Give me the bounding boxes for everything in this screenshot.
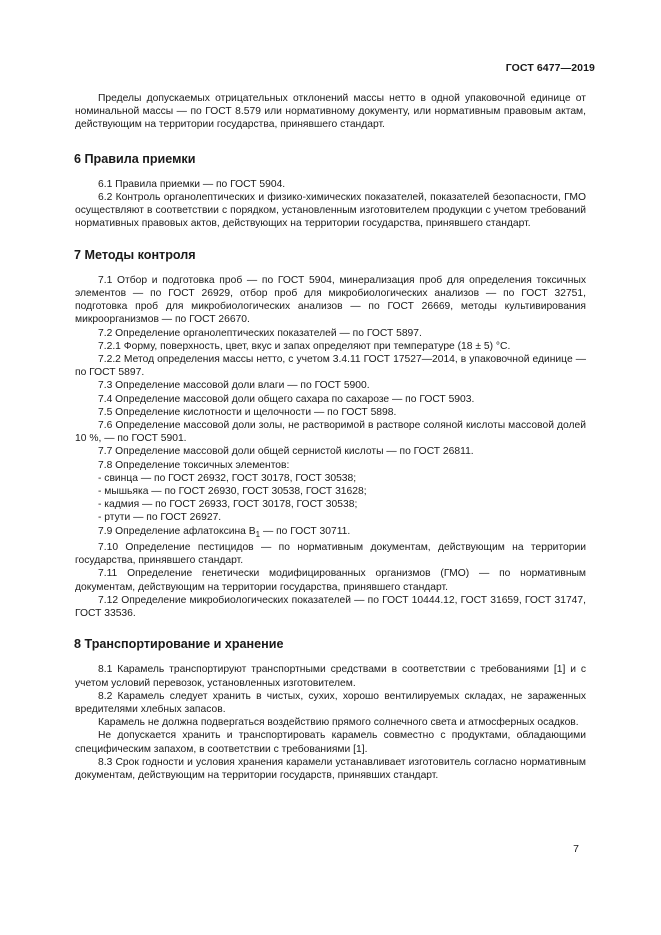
list-item-lead: - свинца — по ГОСТ 26932, ГОСТ 30178, ГОСТ 30538; — [98, 472, 357, 484]
section-8-heading: 8 Транспортирование и хранение — [74, 637, 284, 652]
intro-paragraph: Пределы допускаемых отрицательных отклонений массы нетто в одной упаковочной единице от номинальной массы — по ГОСТ 8.579 или нормативному документу, или нормативным правовым актам, действующим на территории государства, принявшего стандарт. — [75, 93, 586, 131]
paragraph-7-12: 7.12 Определение микробиологических показателей — по ГОСТ 10444.12, ГОСТ 31659, ГОСТ 31747, ГОСТ 33536. — [75, 594, 586, 619]
paragraph-7-9: 7.9 Определение афлатоксина $В_1$ — по ГОСТ 30711. — [98, 525, 351, 539]
list-item-cadmium: - кадмия — по ГОСТ 26933, ГОСТ 30178, ГОСТ 30538; — [98, 499, 358, 511]
paragraph-6-2: 6.2 Контроль органолептических и физико-химических показателей, показателей безопасности, ГМО осуществляют в соответствии с порядком, установленным изготовителем продукции с учетом требований нормативных правовых актов, действующих на территории государства, принявшего стандарт. — [75, 192, 586, 230]
section-7-heading: 7 Методы контроля — [74, 247, 196, 262]
paragraph-7-4: 7.4 Определение массовой доли общего сахара по сахарозе — по ГОСТ 5903. — [98, 393, 475, 405]
paragraph-8-2-odor: Не допускается хранить и транспортировать карамель совместно с продуктами, обладающими специфическим запахом, в соответствии с требованиями [1]. — [75, 730, 586, 755]
paragraph-7-11: 7.11 Определение генетически модифицированных организмов (ГМО) — по нормативным документам, действующим на территории государства, принявшего стандарт. — [75, 568, 586, 593]
paragraph-8-3: 8.3 Срок годности и условия хранения карамели устанавливает изготовитель согласно нормативным документам, действующим на территории государств, принявших стандарт. — [75, 756, 586, 781]
paragraph-7-2-2: 7.2.2 Метод определения массы нетто, с учетом 3.4.11 ГОСТ 17527—2014, в упаковочной единице — по ГОСТ 5897. — [75, 354, 586, 379]
paragraph-7-1: 7.1 Отбор и подготовка проб — по ГОСТ 5904, минерализация проб для определения токсичных элементов — по ГОСТ 26929, отбор проб для микробиологических анализов — по ГОСТ 32751, подготовка проб для микробиологических анализов — по ГОСТ 26669, методы культивирования микроорганизмов — по ГОСТ 26670. — [75, 274, 586, 326]
paragraph-6-1: 6.1 Правила приемки — по ГОСТ 5904. — [98, 178, 286, 190]
document-header: ГОСТ 6477—2019 — [505, 62, 595, 74]
paragraph-7-5: 7.5 Определение кислотности и щелочности — по ГОСТ 5898. — [98, 406, 397, 418]
paragraph-7-2: 7.2 Определение органолептических показателей — по ГОСТ 5897. — [98, 327, 422, 339]
list-item-mercury: - ртути — по ГОСТ 26927. — [98, 512, 222, 524]
list-item-arsenic: - мышьяка — по ГОСТ 26930, ГОСТ 30538, ГОСТ 31628; — [98, 486, 367, 498]
page-number: 7 — [573, 843, 579, 855]
paragraph-7-6: 7.6 Определение массовой доли золы, не растворимой в растворе соляной кислоты массовой долей 10 %, — по ГОСТ 5901. — [75, 420, 586, 445]
paragraph-7-7: 7.7 Определение массовой доли общей сернистой кислоты — по ГОСТ 26811. — [98, 446, 474, 458]
section-6-heading: 6 Правила приемки — [74, 151, 196, 166]
paragraph-8-2-sunlight: Карамель не должна подвергаться воздействию прямого солнечного света и атмосферных осадков. — [98, 717, 579, 729]
paragraph-7-2-1: 7.2.1 Форму, поверхность, цвет, вкус и запах определяют при температуре (18 ± 5) °С. — [98, 340, 511, 352]
paragraph-7-10: 7.10 Определение пестицидов — по нормативным документам, действующим на территории государства, принявшего стандарт. — [75, 541, 586, 567]
paragraph-8-2: 8.2 Карамель следует хранить в чистых, сухих, хорошо вентилируемых складах, не зараженных вредителями хлебных запасов. — [75, 690, 586, 715]
paragraph-7-8: 7.8 Определение токсичных элементов: — [98, 459, 290, 471]
paragraph-7-3: 7.3 Определение массовой доли влаги — по ГОСТ 5900. — [98, 380, 370, 392]
page-content — [75, 92, 586, 782]
paragraph-8-1: 8.1 Карамель транспортируют транспортными средствами в соответствии с требованиями [1] и с учетом условий перевозок, установленных изготовителем. — [75, 664, 586, 689]
